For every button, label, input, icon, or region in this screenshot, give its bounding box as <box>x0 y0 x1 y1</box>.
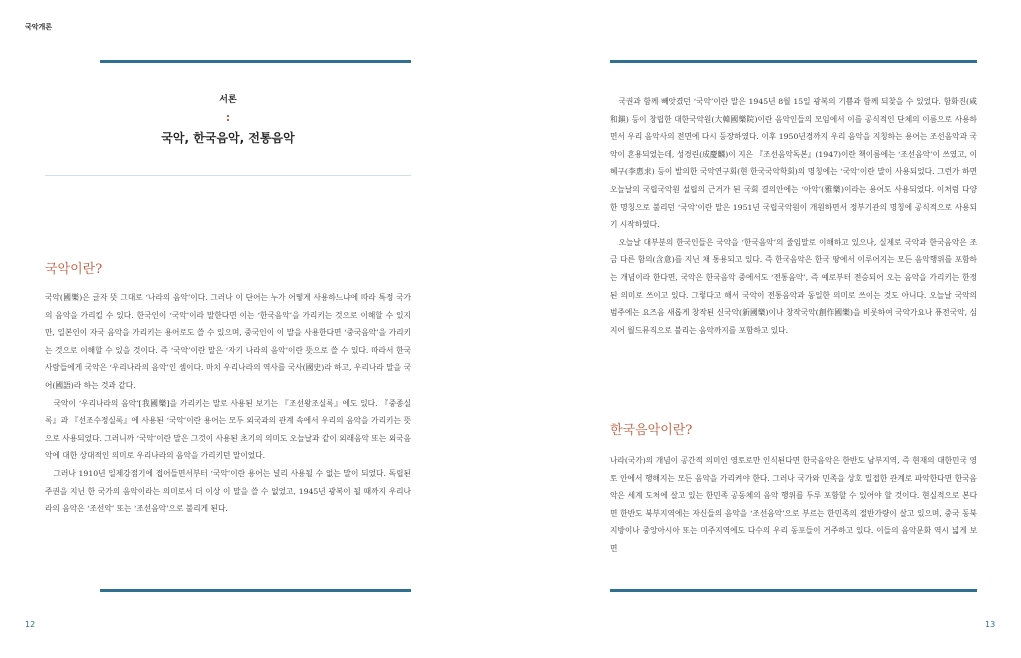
left-body-text <box>45 289 411 518</box>
preface-label: 서론 <box>219 95 237 105</box>
section-heading-gugak: 국악이란? <box>45 262 103 277</box>
section-heading-korean-music: 한국음악이란? <box>610 423 693 438</box>
paragraph: 국악(國樂)은 글자 뜻 그대로 ‘나라의 음악’이다. 그러나 이 단어는 누가 어떻게 사용하느냐에 따라 특정 국가의 음악을 가리킬 수 있다. 한국인이 ‘국악’이라 말한다면 이는 ‘한국음악’을 가리키는 것으로 이해할 수 있지만, 일본인이 자국 음악을 가리키는 용어로도 쓸 수 있으며, 중국인이 이 말을 사용한다면 ‘중국음악’을 가리키는 것으로 이해할 수 있을 것이다. 즉 ‘국악’이란 말은 ‘자기 나라의 음악’이란 뜻으로 쓸 수 있다. 따라서 한국 사람들에게 국악은 ‘우리나라의 음악’인 셈이다. 마치 우리나라의 역사를 국사(國史)라 하고, 우리나라 말을 국어(國語)라 하는 것과 같다. <box>45 293 411 390</box>
preface-title: 국악, 한국음악, 전통음악 <box>161 131 295 145</box>
paragraph: 오늘날 대부분의 한국인들은 국악을 ‘한국음악’의 줄임말로 이해하고 있으나, 실제로 국악과 한국음악은 조금 다른 함의(含意)를 지닌 채 통용되고 있다. 즉 한국음악은 한국 땅에서 이루어지는 모든 음악행위를 포함하는 개념이라 한다면, 국악은 한국음악 중에서도 ‘전통음악’, 즉 예로부터 전승되어 오는 음악을 가리키는 한정된 의미로 쓰이고 있다. 그렇다고 해서 국악이 전통음악과 동일한 의미로 쓰이는 것도 아니다. 오늘날 국악의 범주에는 요즈음 새롭게 창작된 신국악(新國樂)이나 창작국악(創作國樂)을 비롯하여 국악가요나 퓨전국악, 심지어 월드뮤직으로 불리는 음악까지를 포함하고 있다. <box>610 237 977 335</box>
paragraph: 그러나 1910년 일제강점기에 접어들면서부터 ‘국악’이란 용어는 널리 사용될 수 없는 말이 되었다. 독립된 주권을 지닌 한 국가의 음악이라는 의미로서 더 이상 이 말을 쓸 수 없었고, 1945년 광복이 될 때까지 우리나라의 음악은 ‘조선악’ 또는 ‘조선음악’으로 불리게 된다. <box>45 468 411 514</box>
right-body-text-top <box>610 93 977 339</box>
preface-colon: : <box>225 111 231 124</box>
paragraph: 국악이 ‘우리나라의 음악’[我國樂]을 가리키는 말로 사용된 보기는 『조선왕조실록』에도 있다. 『중종실록』과 『선조수정실록』에 사용된 ‘국악’이란 용어는 모두 외국과의 관계 속에서 우리의 음악을 가리키는 뜻으로 사용되었다. 그러니까 ‘국악’이란 말은 그것이 사용된 초기의 의미도 오늘날과 같이 외래음악 또는 외국음악에 대한 상대적인 의미로 우리나라의 음악을 가리키던 말이었다. <box>45 398 411 461</box>
bottom-rule-right <box>610 589 977 592</box>
top-rule-right <box>610 60 977 63</box>
paragraph: 나라(국가)의 개념이 공간적 의미인 영토로만 인식된다면 한국음악은 한반도 남부지역, 즉 현재의 대한민국 영토 안에서 행해지는 모든 음악을 가리켜야 한다. 그러나 국가와 민족을 상호 밀접한 관계로 파악한다면 한국음악은 세계 도처에 살고 있는 한민족 공동체의 음악 행위를 두루 포함할 수 있어야 할 것이다. 현실적으로 본다면 한반도 북부지역에는 자신들의 음악을 ‘조선음악’으로 부르는 한민족의 절반가량이 살고 있으며, 중국 동북지방이나 중앙아시아 또는 미주지역에도 다수의 우리 동포들이 거주하고 있다. 이들의 음악문화 역시 넓게 보면 <box>610 456 977 553</box>
page-number-left: 12 <box>25 620 36 629</box>
preface-divider <box>45 175 411 176</box>
page-number-right: 13 <box>985 620 996 629</box>
preface-block <box>45 92 411 146</box>
top-rule-left <box>100 60 411 63</box>
paragraph: 국권과 함께 빼앗겼던 ‘국악’이란 말은 1945년 8월 15일 광복의 기쁨과 함께 되찾을 수 있었다. 함화진(咸和鎭) 등이 창립한 대한국악원(大韓國樂院)이란 음악인들의 모임에서 이를 공식적인 단체의 이름으로 사용하면서 우리 음악사의 전면에 다시 등장하였다. 이후 1950년경까지 우리 음악을 지칭하는 용어는 조선음악과 국악이 혼용되었는데, 성경린(成慶麟)이 지은 『조선음악독본』(1947)이란 책이름에는 ‘조선음악’이 쓰였고, 이혜구(李惠求) 등이 발의한 국악연구회(현 한국국악학회)의 명칭에는 ‘국악’이란 말이 사용되었다. 그런가 하면 오늘날의 국립국악원 설립의 근거가 된 국회 결의안에는 ‘아악’(雅樂)이라는 용어도 사용되었다. 이처럼 다양한 명칭으로 불리던 ‘국악’이란 말은 1951년 국립국악원이 개원하면서 정부기관의 명칭에 공식적으로 사용되기 시작하였다. <box>610 97 977 230</box>
running-title: 국악개론 <box>25 23 53 31</box>
bottom-rule-left <box>100 589 411 592</box>
right-body-text-bottom <box>610 452 977 558</box>
